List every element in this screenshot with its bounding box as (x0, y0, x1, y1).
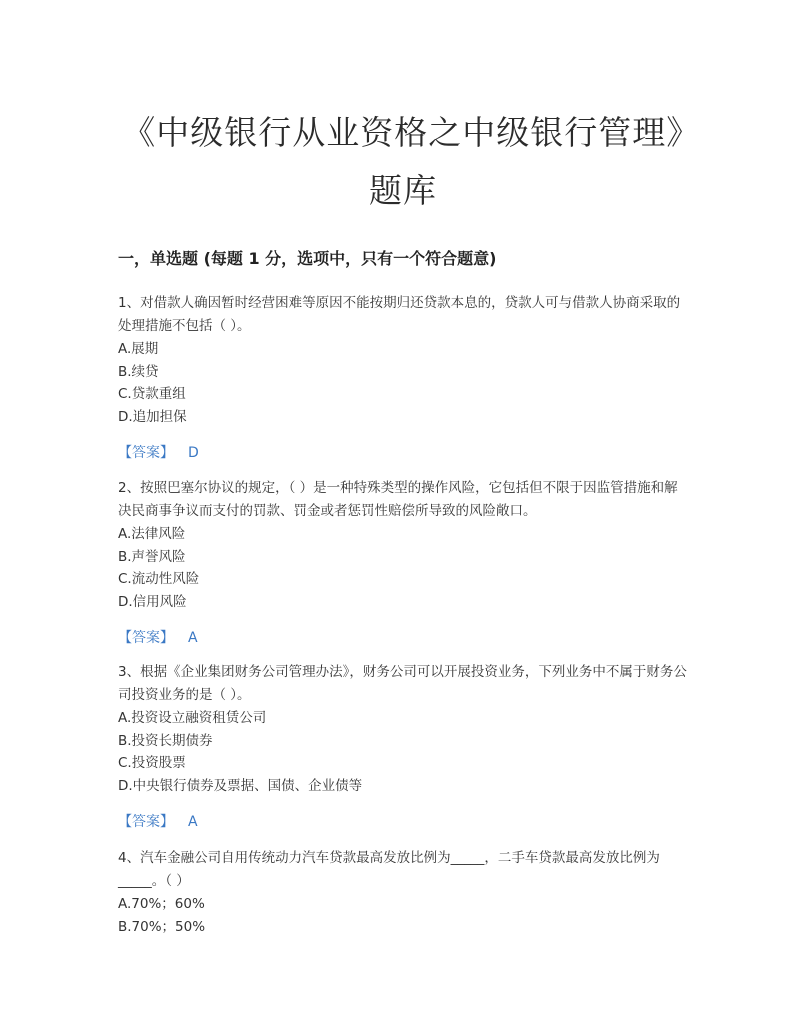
option-a: A.投资设立融资租赁公司 (118, 710, 267, 726)
question-2 (118, 477, 688, 649)
option-a: A.70%；60% (118, 896, 205, 912)
option-d: D.中央银行债券及票据、国债、企业债等 (118, 777, 363, 794)
answer-line (118, 811, 688, 833)
document-title: 《中级银行从业资格之中级银行管理》题库 (122, 113, 684, 210)
option-b: B.投资长期债券 (118, 732, 213, 749)
answer-value: D (188, 445, 199, 461)
answer-value: A (188, 630, 198, 646)
option-c: C.贷款重组 (118, 386, 186, 402)
answer-value: A (188, 814, 198, 830)
answer-label: 【答案】 (118, 630, 174, 646)
question-stem: 4、汽车金融公司自用传统动力汽车贷款最高发放比例为_____，二手车贷款最高发放比例为_____。（ ） (118, 850, 660, 889)
question-stem: 3、根据《企业集团财务公司管理办法》，财务公司可以开展投资业务，下列业务中不属于财务公司投资业务的是（ ）。 (118, 664, 687, 703)
option-b: B.70%；50% (118, 918, 206, 935)
question-4 (118, 847, 688, 938)
answer-label: 【答案】 (118, 445, 174, 461)
option-a: A.展期 (118, 341, 159, 357)
answer-line (118, 442, 688, 464)
question-3 (118, 661, 688, 833)
option-d: D.追加担保 (118, 408, 187, 425)
option-d: D.信用风险 (118, 593, 187, 610)
question-1 (118, 292, 688, 464)
option-c: C.投资股票 (118, 755, 186, 771)
option-c: C.流动性风险 (118, 571, 200, 587)
question-stem: 2、按照巴塞尔协议的规定，（ ）是一种特殊类型的操作风险，它包括但不限于因监管措施和解决民商事争议而支付的罚款、罚金或者惩罚性赔偿所导致的风险敞口。 (118, 480, 678, 519)
answer-line (118, 627, 688, 649)
option-b: B.续贷 (118, 363, 159, 380)
section-heading: 一，单选题 (每题 1 分，选项中，只有一个符合题意) (118, 249, 497, 268)
option-a: A.法律风险 (118, 526, 186, 542)
question-stem: 1、对借款人确因暂时经营困难等原因不能按期归还贷款本息的，贷款人可与借款人协商采取的处理措施不包括（ ）。 (118, 295, 681, 334)
answer-label: 【答案】 (118, 814, 174, 830)
option-b: B.声誉风险 (118, 548, 186, 565)
